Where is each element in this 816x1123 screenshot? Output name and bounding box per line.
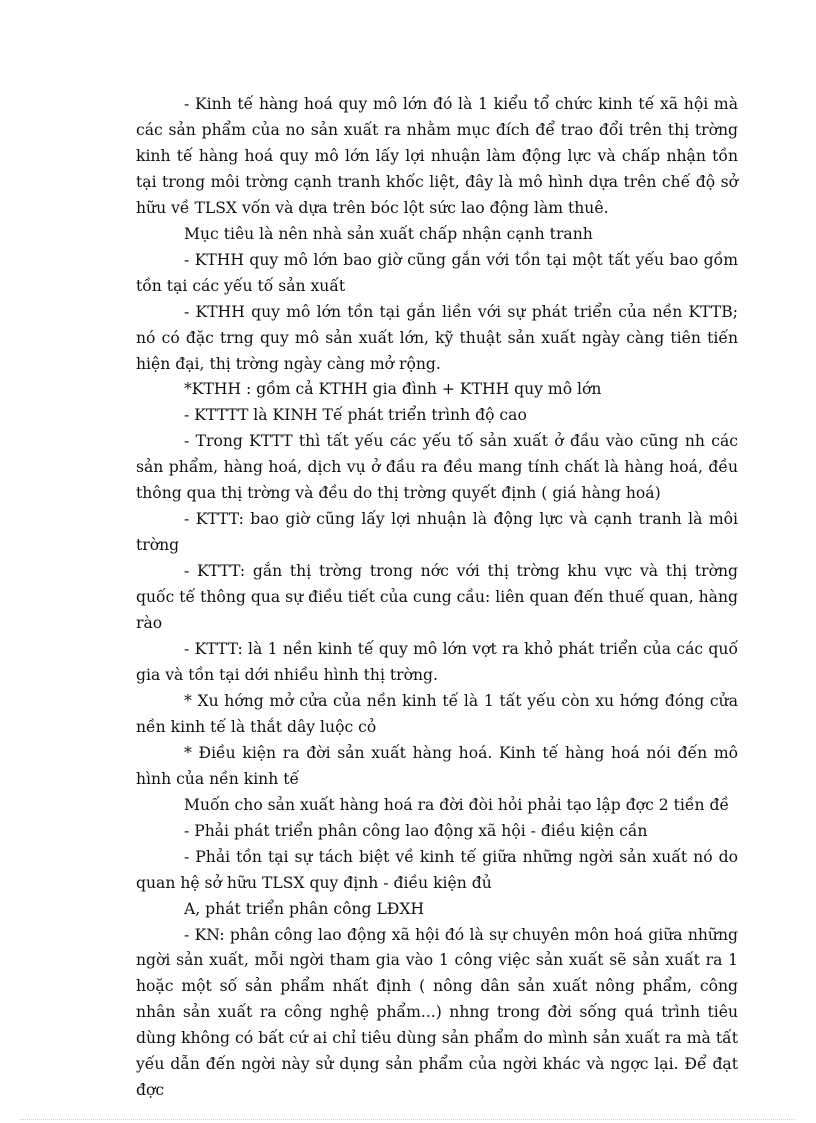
paragraph-kthh-kttb: - KTHH quy mô lớn tồn tại gắn liền với sự phát triển của nền KTTB; nó có đặc trng quy mô sản xuất lớn, kỹ thuật sản xuất ngày càng tiên tiến hiện đại, thị trờng ngày càng mở rộng. <box>136 302 738 373</box>
paragraph-dieu-kien-ra-doi: * Điều kiện ra đời sản xuất hàng hoá. Kinh tế hàng hoá nói đến mô hình của nền kinh tế <box>136 743 738 788</box>
paragraph-dieu-kien-du: - Phải tồn tại sự tách biệt về kinh tế giữa những ngời sản xuất nó do quan hệ sở hữu TLSX quy định - điều kiện đủ <box>136 847 738 892</box>
paragraph-kinh-te-hang-hoa-quy-mo-lon: - Kinh tế hàng hoá quy mô lớn đó là 1 kiểu tổ chức kinh tế xã hội mà các sản phẩm của no sản xuất ra nhằm mục đích để trao đổi trên thị trờng kinh tế hàng hoá quy mô lớn lấy lợi nhuận làm động lực và chấp nhận tồn tại trong môi trờng cạnh tranh khốc liệt, đây là mô hình dựa trên chế độ sở hữu về TLSX vốn và dựa trên bóc lột sức lao động làm thuê. <box>136 95 738 217</box>
paragraph-kthh-gom: *KTHH : gồm cả KTHH gia đình + KTHH quy mô lớn <box>184 380 602 399</box>
paragraph-dieu-kien-can: - Phải phát triển phân công lao động xã hội - điều kiện cần <box>184 821 648 840</box>
paragraph-xu-huong-mo-cua: * Xu hớng mở cửa của nền kinh tế là 1 tất yếu còn xu hớng đóng cửa nền kinh tế là thắt dây luộc cỏ <box>136 691 738 736</box>
paragraph-kthh-yeu-to-san-xuat: - KTHH quy mô lớn bao giờ cũng gắn với tồn tại một tất yếu bao gồm tồn tại các yếu tố sản xuất <box>136 250 738 295</box>
paragraph-kttt-thi-truong: - KTTT: gắn thị trờng trong nớc với thị trờng khu vực và thị trờng quốc tế thông qua sự điều tiết của cung cầu: liên quan đến thuế quan, hàng rào <box>136 562 738 633</box>
section-heading-phan-cong-ldxh: A, phát triển phân công LĐXH <box>184 899 425 918</box>
page-bottom-divider <box>20 1119 796 1120</box>
paragraph-muc-tieu: Mục tiêu là nên nhà sản xuất chấp nhận cạnh tranh <box>184 224 593 243</box>
paragraph-hai-tien-de: Muốn cho sản xuất hàng hoá ra đời đòi hỏi phải tạo lập đợc 2 tiền đề <box>184 795 730 814</box>
paragraph-kttt-quy-mo-lon: - KTTT: là 1 nền kinh tế quy mô lớn vợt ra khỏ phát triển của các quố gia và tồn tại dới nhiều hình thị trờng. <box>136 640 738 684</box>
paragraph-khai-niem-phan-cong: - KN: phân công lao động xã hội đó là sự chuyên môn hoá giữa những ngời sản xuất, mỗi ngời tham gia vào 1 công việc sản xuất sẽ sản xuất ra 1 hoặc một số sản phẩm nhất định ( nông dân sản xuất nông phẩm, công nhân sản xuất ra công nghệ phẩm...) nhng trong đời sống quá trình tiêu dùng không có bất cứ ai chỉ tiêu dùng sản phẩm do mình sản xuất ra mà tất yếu dẫn đến ngời này sử dụng sản phẩm của ngời khác và ngợc lại. Để đạt đợc <box>136 925 738 1100</box>
paragraph-kttt-trinh-do-cao: - KTTTT là KINH Tế phát triển trình độ cao <box>184 406 527 425</box>
paragraph-kttt-yeu-to-dau-vao: - Trong KTTT thì tất yếu các yếu tố sản xuất ở đầu vào cũng nh các sản phẩm, hàng hoá, dịch vụ ở đầu ra đều mang tính chất là hàng hoá, đều thông qua thị trờng và đều do thị trờng quyết định ( giá hàng hoá) <box>136 432 738 503</box>
document-page <box>136 92 738 1100</box>
paragraph-kttt-loi-nhuan: - KTTT: bao giờ cũng lấy lợi nhuận là động lực và cạnh tranh là môi trờng <box>136 510 738 555</box>
